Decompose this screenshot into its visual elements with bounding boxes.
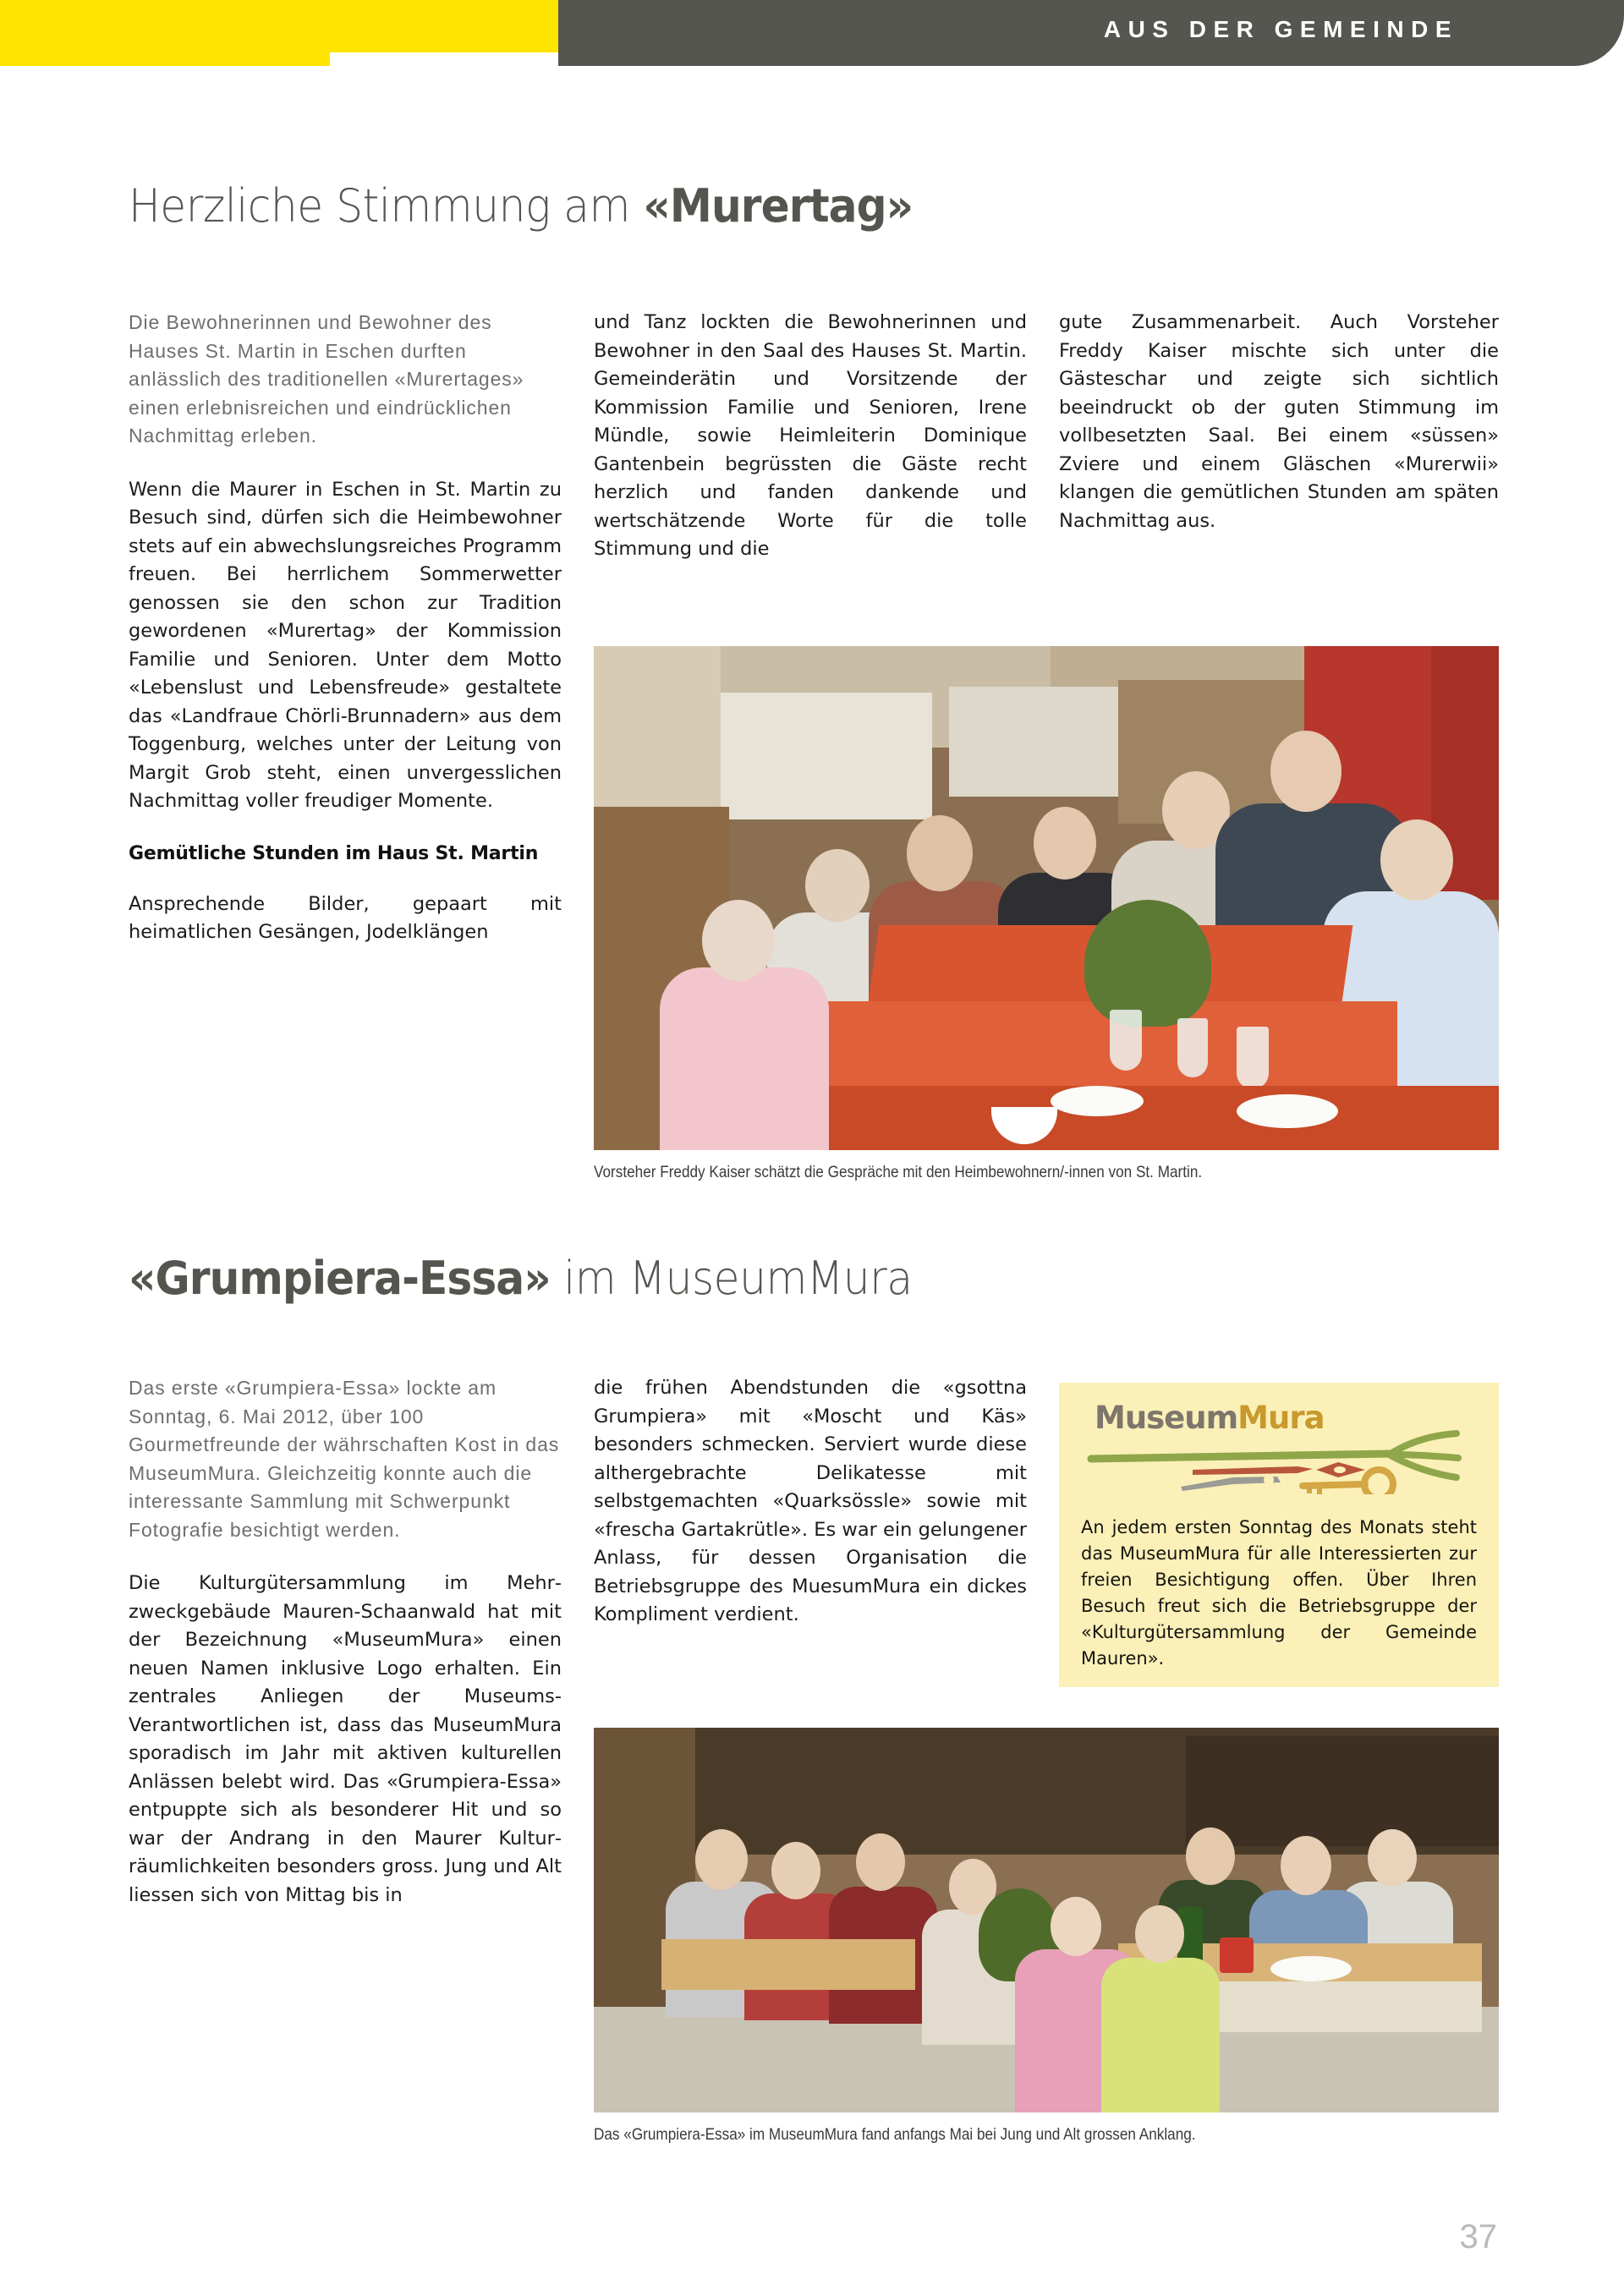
photo-1-wine-glass-1: [1110, 1010, 1142, 1071]
museum-mura-info-box: [1059, 1494, 1499, 1687]
article-2-photo: [594, 1728, 1499, 2112]
article-2-headline-bold: «Grumpiera-Essa»: [129, 1252, 551, 1305]
photo-1-table-plant: [1084, 900, 1211, 1027]
photo-1-person-head-6: [1270, 731, 1341, 812]
photo-2-person-head-9: [1368, 1829, 1417, 1887]
photo-1-person-head-2: [805, 849, 870, 922]
photo-2-person-head-8: [1281, 1836, 1331, 1895]
header-gray-banner: [558, 0, 1624, 66]
photo-1-wall-left: [594, 646, 721, 807]
photo-1-plate-1: [1051, 1086, 1144, 1116]
photo-1-wine-glass-3: [1237, 1027, 1269, 1089]
article-1-photo: [594, 646, 1499, 1150]
article-1-photo-caption: Vorsteher Freddy Kaiser schätzt die Gespräche mit den Heimbewohnern/-innen von St. Martin.: [594, 1163, 1203, 1181]
photo-1-wine-glass-2: [1177, 1018, 1208, 1077]
logo-word-museum: Museum: [1095, 1400, 1238, 1436]
photo-2-person-head-7: [1186, 1827, 1235, 1885]
section-title: AUS DER GEMEINDE: [1103, 16, 1458, 42]
photo-1-person-head-7: [1380, 819, 1453, 901]
photo-2-shelving: [1186, 1736, 1499, 1846]
article-1-headline: [129, 179, 913, 233]
article-1-lead: Die Bewohnerinnen und Bewohner des Hauses St. Martin in Eschen durften anlässlich des traditionellen «Murertages» einen erlebnisreichen und eindrücklichen Nachmittag erleben.: [129, 311, 524, 447]
photo-2-table-left: [661, 1939, 915, 1990]
article-2-photo-caption: Das «Grumpiera-Essa» im MuseumMura fand anfangs Mai bei Jung und Alt grossen Anklang.: [594, 2125, 1196, 2144]
article-2-column-2: [594, 1374, 1027, 1655]
article-2-col2-paragraph-1: die frühen Abendstunden die «gsottna Grumpiera» mit «Moscht und Käs» besonders schmecken. Serviert wurde diese althergebrachte Delikatesse mit selbstgemachten «Quarksössle» sowie mit «frescha Gartakrütle». Es war ein gelungener Anlass, für dessen Organisation die Betriebsgruppe des MuesumMura ein dickes Kompliment verdient.: [594, 1377, 1027, 1625]
header-banner-inner: [558, 0, 1624, 66]
header-yellow-tab: [0, 52, 330, 66]
article-2-headline: [129, 1252, 913, 1305]
article-2-col1-paragraph-1: Die Kulturgütersammlung im Mehrzweckgebäude Mauren-Schaanwald hat mit der Bezeichnung «MuseumMura» einen neuen Namen inklusive Logo erhalten. Ein zentrales Anliegen der Museums-Verantwortlichen ist, dass das MuseumMura sporadisch im Jahr mit aktiven kulturellen Anlässen belebt wird. Das «Grumpiera-Essa» entpuppte sich als besonderer Hit und so war der Andrang in den Maurer Kulturräumlichkeiten besonders gross. Jung und Alt liessen sich von Mittag bis in: [129, 1572, 562, 1906]
article-1-column-2: [594, 309, 1027, 589]
photo-1-person-head-4: [1034, 807, 1096, 879]
photo-2-person-head-3: [856, 1833, 905, 1891]
article-1-col3-paragraph-1: gute Zusammenarbeit. Auch Vorsteher Freddy Kaiser mischte sich unter die Gästeschar und zeigte sich sichtlich beeindruckt ob der guten Stimmung im vollbesetzten Saal. Bei einem «süssen» Zviere und einem Gläschen «Murerwii» klangen die gemütlichen Stunden am späten Nachmittag aus.: [1059, 311, 1499, 532]
photo-2-person-head-5: [1051, 1897, 1101, 1956]
article-2-column-1: [129, 1374, 562, 1935]
photo-2-person-head-1: [695, 1829, 748, 1890]
article-2-lead: Das erste «Grumpiera-Essa» lockte am Sonntag, 6. Mai 2012, über 100 Gourmetfreunde der währschaften Kost in das MuseumMura. Gleichzeitig konnte auch die interessante Sammlung mit Schwerpunkt Fotografie besichtigt werden.: [129, 1377, 560, 1541]
photo-2-person-head-6: [1135, 1905, 1184, 1963]
photo-1-person-body-1: [660, 967, 829, 1150]
museum-mura-logo-box: [1059, 1383, 1499, 1494]
article-1-headline-bold: «Murertag»: [643, 179, 914, 233]
article-1-headline-light: Herzliche Stimmung am: [129, 179, 644, 233]
article-1-column-3: [1059, 309, 1499, 561]
photo-2-person-body-6: [1101, 1958, 1220, 2112]
photo-1-person-head-1: [702, 900, 775, 981]
photo-1-window-right: [949, 687, 1118, 797]
logo-word-mura: Mura: [1237, 1400, 1325, 1436]
info-box-text: An jedem ersten Sonntag des Monats steht das MuseumMura für alle Interessierten zur freien Besichtigung offen. Über Ihren Besuch freut sich die Betriebsgruppe der «Kulturgütersammlung der Gemeinde Mauren».: [1081, 1517, 1477, 1669]
photo-1-window-left: [721, 693, 932, 819]
page-header: [0, 0, 1624, 66]
page-number: 37: [1459, 2218, 1497, 2255]
article-1-col2-paragraph-1: und Tanz lockten die Bewohnerinnen und Bewohner in den Saal des Hauses St. Martin. Gemeinderätin und Vorsitzende der Kommission Familie und Senioren, Irene Mündle, sowie Heimleiterin Dominique Gantenbein begrüssten die Gäste recht herzlich und fanden dankende und wertschätzende Worte für die tolle Stimmung und die: [594, 311, 1027, 560]
article-2-headline-light: im MuseumMura: [550, 1252, 913, 1305]
header-yellow-block: [0, 0, 558, 52]
photo-1-person-head-3: [907, 815, 973, 891]
article-1-col1-paragraph-2: Ansprechende Bilder, gepaart mit heimatlichen Gesängen, Jodelklängen: [129, 892, 562, 943]
photo-1-plate-2: [1237, 1094, 1338, 1128]
photo-2-person-head-2: [771, 1842, 820, 1899]
article-1-col1-paragraph-1: Wenn die Maurer in Eschen in St. Martin zu Besuch sind, dürfen sich die Heimbewohner stets auf ein abwechslungsreiches Programm freuen. Bei herrlichem Sommerwetter genossen sie den schon zur Tradition gewordenen «Murertag» der Kommission Familie und Senioren. Unter dem Motto «Lebenslust und Lebensfreude» gestaltete das «Landfraue Chörli-Brunnadern» aus dem Toggenburg, welches unter der Leitung von Margit Grob steht, einen unvergesslichen Nachmittag voller freudiger Momente.: [129, 478, 562, 812]
article-1-subheading: Gemütliche Stunden im Haus St. Martin: [129, 842, 539, 864]
photo-2-red-cup: [1220, 1937, 1254, 1973]
article-1-column-1: [129, 309, 562, 973]
photo-2-plate: [1270, 1956, 1352, 1981]
museum-tools-icon: [1059, 1430, 1499, 1494]
